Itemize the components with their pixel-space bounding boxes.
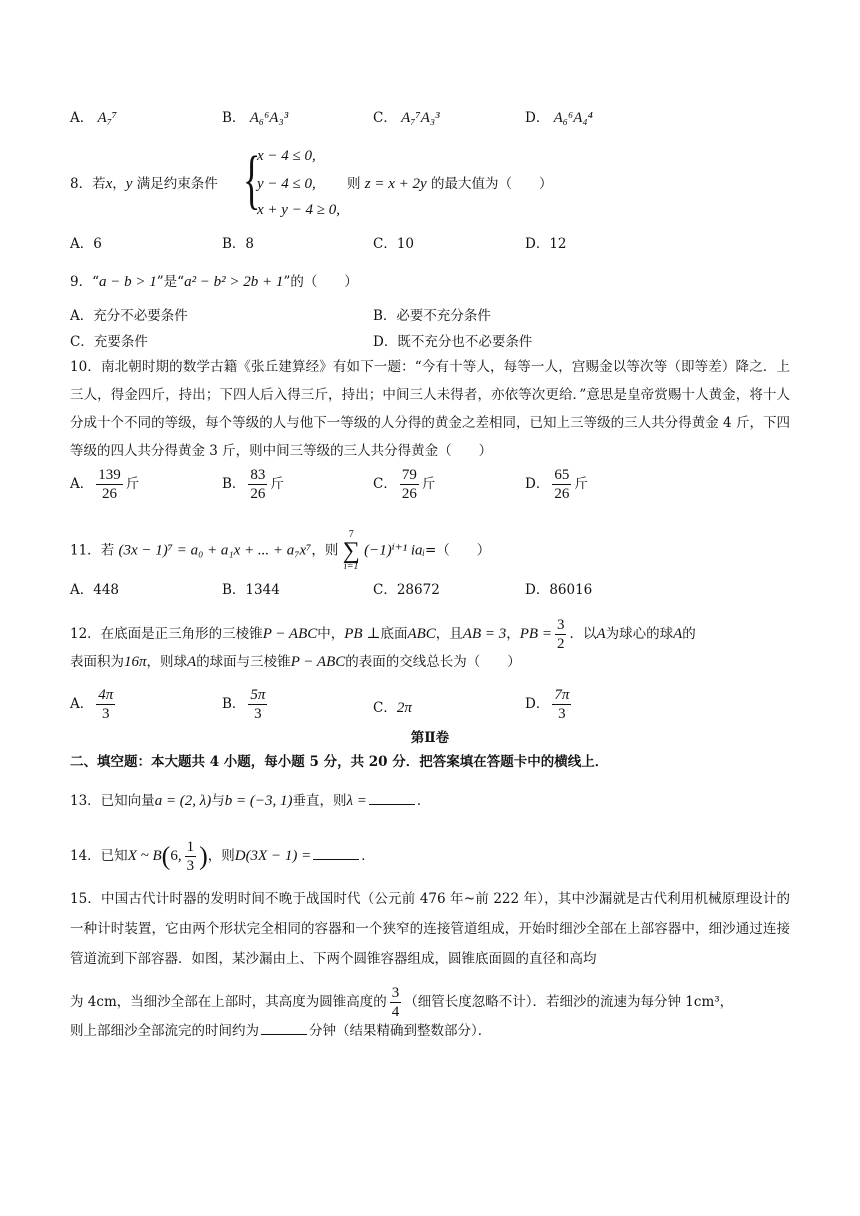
q9-option-a [70,306,188,326]
q11-text: ，则 [311,542,339,559]
question-13 [70,790,430,811]
right-paren: ) [199,841,208,871]
q12-option-c [373,698,412,718]
constraint-3: x + y − 4 ≥ 0, [257,202,341,218]
q10-option-c [373,466,435,503]
q12-text: 为球心的球 [605,626,674,642]
q8-option-a [70,234,102,254]
fraction-numerator: 3 [556,617,565,633]
q10-option-d [525,466,588,503]
option-letter: B． [222,236,246,252]
option-letter: C． [373,110,397,126]
q9-math: a² − b² > 2b + 1 [184,274,284,290]
q15-text: （细管长度忽略不计）．若细沙的流速为每分钟 1cm³， [404,994,734,1010]
option-letter: A． [70,582,94,598]
q11-stem [70,530,490,572]
q9-math: a − b > 1 [99,274,157,290]
q12-option-a [70,686,118,723]
fraction-numerator: 4π [98,687,114,703]
q15-paragraph: 15．中国古代计时器的发明时间不晚于战国时代（公元前 476 年~前 222 年），其中沙漏就是古代利用机械原理设计的一种计时装置，它由两个形状完全相同的容器和一个狭窄的连接管道组成，开始时细沙全部在上部容器中，细沙通过连接管道流到下部容器．如图，某沙漏由上、下两个圆锥容器组成，圆锥底面圆的直径和高均 [70,891,790,967]
fraction-numerator: 79 [401,467,417,483]
q12-math: ABC [407,626,436,642]
q14-math: X ~ B [127,848,162,864]
option-text: 充分不必要条件 [93,308,188,324]
fraction-denominator: 3 [102,706,110,722]
q8-option-b [222,234,254,254]
q14-text: ． [361,848,375,864]
q11-option-b [222,580,280,600]
option-letter: A． [70,110,94,126]
fraction-denominator: 4 [391,1004,400,1020]
fraction-numerator: 139 [98,467,121,483]
fraction-denominator: 26 [250,486,266,502]
option-letter: D． [525,696,550,712]
question-14 [70,838,375,875]
fraction-denominator: 26 [554,486,570,502]
fraction-numerator: 3 [391,985,400,1001]
q13-text: ． [416,793,431,809]
q15-text: 为 4cm，当细沙全部在上部时，其高度为圆锥高度的 [70,994,387,1010]
option-math: A₆⁶A₄⁴ [553,110,593,126]
answer-blank[interactable] [369,790,415,805]
q7-option-a [70,108,117,128]
q11-option-a [70,580,119,600]
q8-option-d [525,234,567,254]
option-letter: D． [525,582,550,598]
fraction-denominator: 3 [254,706,262,722]
option-letter: A． [70,696,94,712]
q12-text: ，则球 [146,654,188,670]
q12-math: A [596,626,606,642]
q12-text: 的表面的交线总长为（ ） [345,654,521,670]
option-text: 6 [93,236,102,252]
q15-text: 分钟（结果精确到整数部分）． [309,1023,492,1039]
q7-option-b [222,108,288,128]
q14-math: 6, [170,848,182,864]
option-letter: C． [373,582,397,598]
option-letter: B． [222,582,246,598]
q12-math: PB = [519,626,552,642]
fraction [555,616,567,653]
q8-objective [347,174,553,194]
option-math: A₆⁶A₃³ [249,110,289,126]
fraction [248,466,267,503]
fraction-denominator: 26 [401,486,417,502]
q12-text: ， [506,626,520,642]
constraint-2: y − 4 ≤ 0, [257,176,316,192]
option-text: 10 [396,236,415,252]
option-text: 1344 [245,582,280,598]
option-letter: C． [70,334,94,350]
option-text: 28672 [396,582,440,598]
option-text: 86016 [549,582,593,598]
q8-text: 的最大值为（ ） [431,176,553,192]
q9-stem [70,272,358,292]
q11-text: 若 [100,542,115,559]
q12-math: P − ABC [262,626,318,642]
q12-math: PB ⊥ [344,626,381,642]
q8-math: x [105,176,113,192]
section-title: 第Ⅱ卷 [410,730,450,746]
q8-text: 满足约束条件 [136,176,218,192]
q14-math: D(3X − 1) = [234,848,312,864]
option-letter: D． [525,476,550,492]
q15-last-line [70,1020,491,1041]
q12-text: 的球面与三棱锥 [196,654,291,670]
option-letter: B． [373,308,397,324]
option-text: 充要条件 [93,334,148,350]
q11-text: =（ ） [424,542,491,559]
q14-text: ，则 [207,848,235,864]
q11-math: (−1)ⁱ⁺¹ iaᵢ [364,542,425,559]
q15-text: 则上部细沙全部流完的时间约为 [70,1023,259,1039]
q14-text: 14．已知 [70,848,128,864]
sigma-symbol: ∑ [342,538,360,564]
option-text: 必要不充分条件 [396,308,491,324]
fraction-numerator: 7π [554,687,570,703]
q12-math: A [187,654,197,670]
option-letter: B． [222,696,246,712]
option-text: 448 [93,582,120,598]
fraction [96,686,115,723]
option-letter: B． [222,476,246,492]
sum-lower: i=1 [343,561,359,572]
q12-math: P − ABC [290,654,346,670]
fraction-numerator: 1 [186,839,195,855]
q12-math: A [673,626,683,642]
q10-option-b [222,466,284,503]
q12-option-d [525,686,574,723]
q8-text: 若 [92,176,106,192]
q11-option-c [373,580,440,600]
q13-math: a = (2, λ) [154,793,212,809]
unit-label: 斤 [574,476,588,492]
option-letter: A． [70,236,94,252]
fraction [248,686,267,723]
q9-option-b [373,306,491,326]
fraction [390,984,402,1021]
fraction [96,466,123,503]
q9-option-c [70,332,148,352]
fraction [552,686,571,723]
q12-stem-line1 [70,616,696,653]
q13-math: b = (−3, 1) [224,793,293,809]
option-letter: D． [525,110,550,126]
q13-math: λ = [346,793,367,809]
option-letter: D． [525,236,550,252]
q12-text: ．以 [569,626,597,642]
fraction-denominator: 3 [558,706,566,722]
fraction-numerator: 83 [250,467,266,483]
option-letter: C． [373,236,397,252]
q12-text: 底面 [380,626,408,642]
option-math: 2π [396,700,412,716]
option-math: A₇⁷A₃³ [401,110,440,126]
q8-stem [70,174,218,194]
q7-option-d [525,108,593,128]
option-text: 既不充分也不必要条件 [397,334,533,350]
q9-option-d [373,332,532,352]
q10-stem: 10．南北朝时期的数学古籍《张丘建算经》有如下一题：“今有十等人，每等一人，宫赐金以等次等（即等差）降之．上三人，得金四斤，持出；下四人后入得三斤，持出；中间三人未得者，亦依等次更给．”意思是皇帝赏赐十人黄金，将十人分成十个不同的等级，每个等级的人与他下一等级的人分得的黄金之差相同，已知上三等级的三人共分得黄金 4 斤，下四等级的四人共分得黄金 3 斤，则中间三等级的三人共分得黄金（ ） [70,359,790,459]
q11-option-d [525,580,592,600]
unit-label: 斤 [270,476,284,492]
q12-text: 的 [682,626,696,642]
section-heading: 二、填空题：本大题共 4 小题，每小题 5 分，共 20 分．把答案填在答题卡中的横线上． [70,754,609,770]
sum-upper: 7 [348,529,354,540]
q12-option-b [222,686,270,723]
q9-text: 9．“ [70,274,99,290]
fraction-denominator: 2 [556,636,565,652]
option-letter: C． [373,700,397,716]
option-letter: A． [70,308,94,324]
q12-math: AB = 3 [462,626,507,642]
q8-text: ， [112,176,126,192]
answer-blank[interactable] [313,845,359,860]
fraction [552,466,571,503]
q15-line [70,984,733,1021]
constraint-1: x − 4 ≤ 0, [257,148,316,164]
q12-text: 中， [317,626,345,642]
unit-label: 斤 [421,476,436,492]
q12-text: 12．在底面是正三角形的三棱锥 [70,626,263,642]
unit-label: 斤 [125,476,140,492]
q8-math: y [125,176,133,192]
option-letter: A． [70,476,94,492]
summation [343,530,360,572]
constraint-brace: { [243,143,261,216]
q13-text: 垂直，则 [292,793,347,809]
option-letter: C． [373,476,397,492]
q13-text: 与 [211,793,225,809]
q11-text: 11． [70,542,101,559]
option-math: A₇⁷ [97,110,118,126]
q10-option-a [70,466,139,503]
q7-option-c [373,108,440,128]
fraction [400,466,419,503]
q8-option-c [373,234,414,254]
option-letter: B． [222,110,246,126]
option-text: 12 [549,236,567,252]
q12-stem-line2 [70,652,521,672]
fraction [185,838,197,875]
q9-text: ”的（ ） [283,274,358,290]
fraction-numerator: 65 [554,467,570,483]
q8-text: 则 [347,176,361,192]
fraction-denominator: 26 [102,486,117,502]
q12-math: 16π [124,654,147,670]
q11-math: (3x − 1)⁷ = a₀ + a₁x + ... + a₇x⁷ [118,542,312,559]
q13-text: 13．已知向量 [70,793,155,809]
q8-number: 8． [70,176,93,192]
q9-text: ”是“ [156,274,185,290]
q12-text: 表面积为 [70,654,124,670]
fraction-numerator: 5π [250,687,266,703]
left-paren: ( [161,841,171,871]
option-letter: D． [373,334,398,350]
option-text: 8 [245,236,255,252]
answer-blank[interactable] [261,1020,307,1035]
fraction-denominator: 3 [186,858,195,874]
q12-text: ，且 [435,626,463,642]
q8-math: z = x + 2y [364,176,427,192]
